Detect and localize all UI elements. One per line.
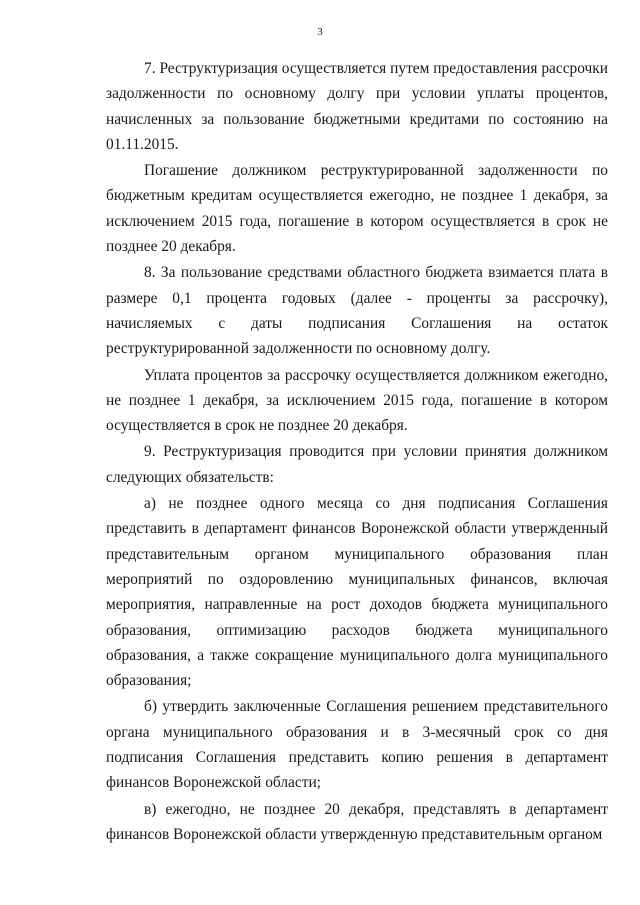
paragraph-debt-repayment: Погашение должником реструктурированной задолженности по бюджетным кредитам осуществляется ежегодно, не позднее 1 декабря, за исключением 2015 года, погашение в котором осуществляется в срок не позднее 20 декабря. [106, 162, 608, 256]
paragraph-obligation-b: б) утвердить заключенные Соглашения решением представительного органа муниципального образования и в 3-месячный срок со дня подписания Соглашения представить копию решения в департамент финансов Воронежской области; [106, 698, 608, 792]
paragraph-interest-fee: 8. За пользование средствами областного бюджета взимается плата в размере 0,1 процента годовых (далее - проценты за рассрочку), начисляемых с даты подписания Соглашения на остаток реструктурированной задолженности по основному долгу. [106, 264, 608, 358]
paragraph-obligations-intro: 9. Реструктуризация проводится при условии принятия должником следующих обязательств: [106, 443, 608, 486]
paragraph-interest-payment: Уплата процентов за рассрочку осуществляется должником ежегодно, не позднее 1 декабря, за исключением 2015 года, погашение в котором осуществляется в срок не позднее 20 декабря. [106, 366, 608, 435]
page-number: 3 [317, 26, 323, 38]
paragraph-restructuring-installment: 7. Реструктуризация осуществляется путем предоставления рассрочки задолженности по основному долгу при условии уплаты процентов, начисленных за пользование бюджетными кредитами по состоянию на 01.11.2015. [106, 60, 608, 153]
paragraph-obligation-a: а) не позднее одного месяца со дня подписания Соглашения представить в департамент финансов Воронежской области утвержденный представительным органом муниципального образования план мероприятий по оздоровлению муниципальных финансов, включая мероприятия, направленные на рост доходов бюджета муниципального образования, оптимизацию расходов бюджета муниципального образования, а также сокращение муниципального долга муниципального образования; [106, 495, 608, 690]
document-body [106, 56, 608, 847]
paragraph-obligation-c: в) ежегодно, не позднее 20 декабря, представлять в департамент финансов Воронежской области утвержденную представительным органом [106, 800, 608, 843]
